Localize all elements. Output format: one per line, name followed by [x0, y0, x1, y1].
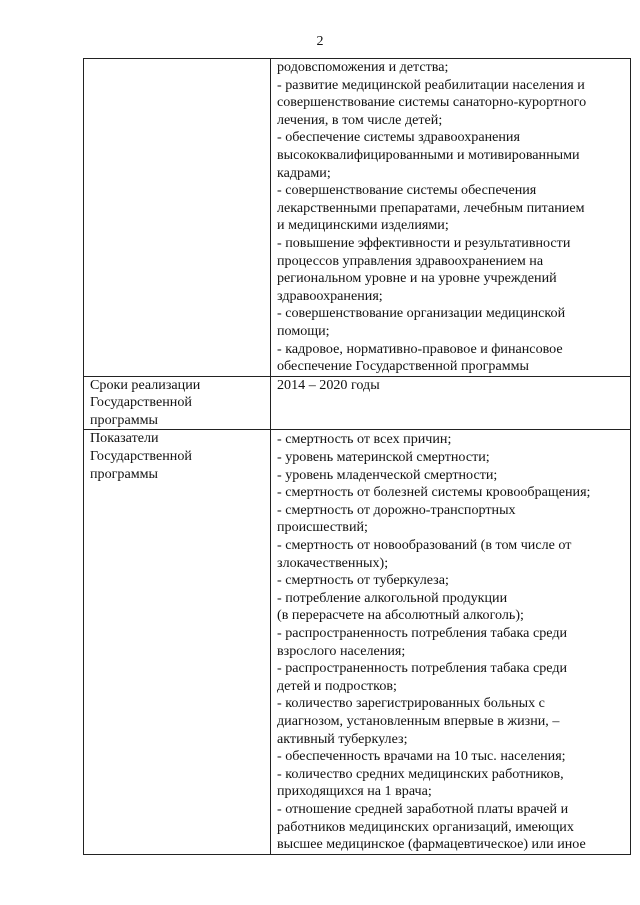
text-line: процессов управления здравоохранением на	[277, 252, 544, 269]
text-line: - количество средних медицинских работников,	[277, 765, 564, 782]
text-line: высшее медицинское (фармацевтическое) или иное	[277, 836, 586, 853]
text-line: - потребление алкогольной продукции	[277, 589, 508, 606]
table-row	[84, 376, 631, 430]
text-line: программы	[90, 411, 159, 428]
page-number: 2	[316, 34, 324, 49]
text-line: родовспоможения и детства;	[277, 59, 449, 75]
text-line: лекарственными препаратами, лечебным питанием	[277, 199, 585, 216]
text-line: кадрами;	[277, 164, 331, 181]
text-line: Государственной	[90, 394, 192, 411]
text-line: совершенствование системы санаторно-курортного	[277, 94, 587, 111]
row-value-cell	[271, 430, 631, 854]
text-line: (в перерасчете на абсолютный алкоголь);	[277, 607, 524, 624]
text-line: - обеспеченность врачами на 10 тыс. населения;	[277, 748, 566, 765]
text-line: приходящихся на 1 врача;	[277, 783, 432, 800]
text-line: происшествий;	[277, 519, 368, 536]
text-line: - распространенность потребления табака среди	[277, 625, 568, 641]
text-line: высококвалифицированными и мотивированными	[277, 146, 580, 163]
text-line: лечения, в том числе детей;	[277, 111, 443, 128]
text-line: - смертность от дорожно-транспортных	[277, 501, 516, 518]
row-label-cell	[84, 430, 271, 854]
text-line: злокачественных);	[277, 554, 389, 571]
row-label-cell	[84, 59, 271, 377]
text-line: - обеспечение системы здравоохранения	[277, 129, 520, 146]
text-line: взрослого населения;	[277, 642, 406, 659]
text-line: активный туберкулез;	[277, 730, 408, 747]
row-label-cell	[84, 376, 271, 430]
text-line: обеспечение Государственной программы	[277, 358, 530, 375]
text-line: - смертность от новообразований (в том числе от	[277, 537, 572, 554]
table-row	[84, 59, 631, 377]
text-line: Сроки реализации	[90, 376, 201, 393]
text-line: - смертность от всех причин;	[277, 431, 452, 448]
text-line: - совершенствование системы обеспечения	[277, 182, 537, 199]
program-passport-table	[83, 58, 631, 855]
text-line: - совершенствование организации медицинской	[277, 305, 566, 322]
text-line: - уровень материнской смертности;	[277, 449, 490, 466]
text-line: работников медицинских организаций, имеющих	[277, 818, 574, 835]
text-line: помощи;	[277, 322, 330, 339]
text-line: 2014 – 2020 годы	[277, 376, 380, 393]
text-line: - кадровое, нормативно-правовое и финансовое	[277, 340, 563, 357]
text-line: Государственной	[90, 448, 192, 465]
text-line: - отношение средней заработной платы врачей и	[277, 800, 569, 817]
text-line: региональном уровне и на уровне учреждений	[277, 270, 557, 287]
text-line: - смертность от болезней системы кровообращения;	[277, 484, 591, 501]
text-line: здравоохранения;	[277, 287, 383, 304]
text-line: детей и подростков;	[277, 677, 397, 694]
text-line: - уровень младенческой смертности;	[277, 466, 498, 483]
text-line: диагнозом, установленным впервые в жизни, –	[277, 712, 560, 729]
table-row	[84, 430, 631, 854]
text-line: Показатели	[90, 430, 159, 447]
text-line: программы	[90, 465, 159, 482]
text-line: - развитие медицинской реабилитации населения и	[277, 76, 585, 93]
text-line: - повышение эффективности и результативности	[277, 234, 571, 251]
text-line: - распространенность потребления табака среди	[277, 660, 568, 677]
row-value-cell	[271, 376, 631, 430]
text-line: - смертность от туберкулеза;	[277, 572, 449, 589]
text-line: и медицинскими изделиями;	[277, 217, 449, 234]
row-value-cell	[271, 59, 631, 377]
text-line: - количество зарегистрированных больных с	[277, 695, 545, 712]
